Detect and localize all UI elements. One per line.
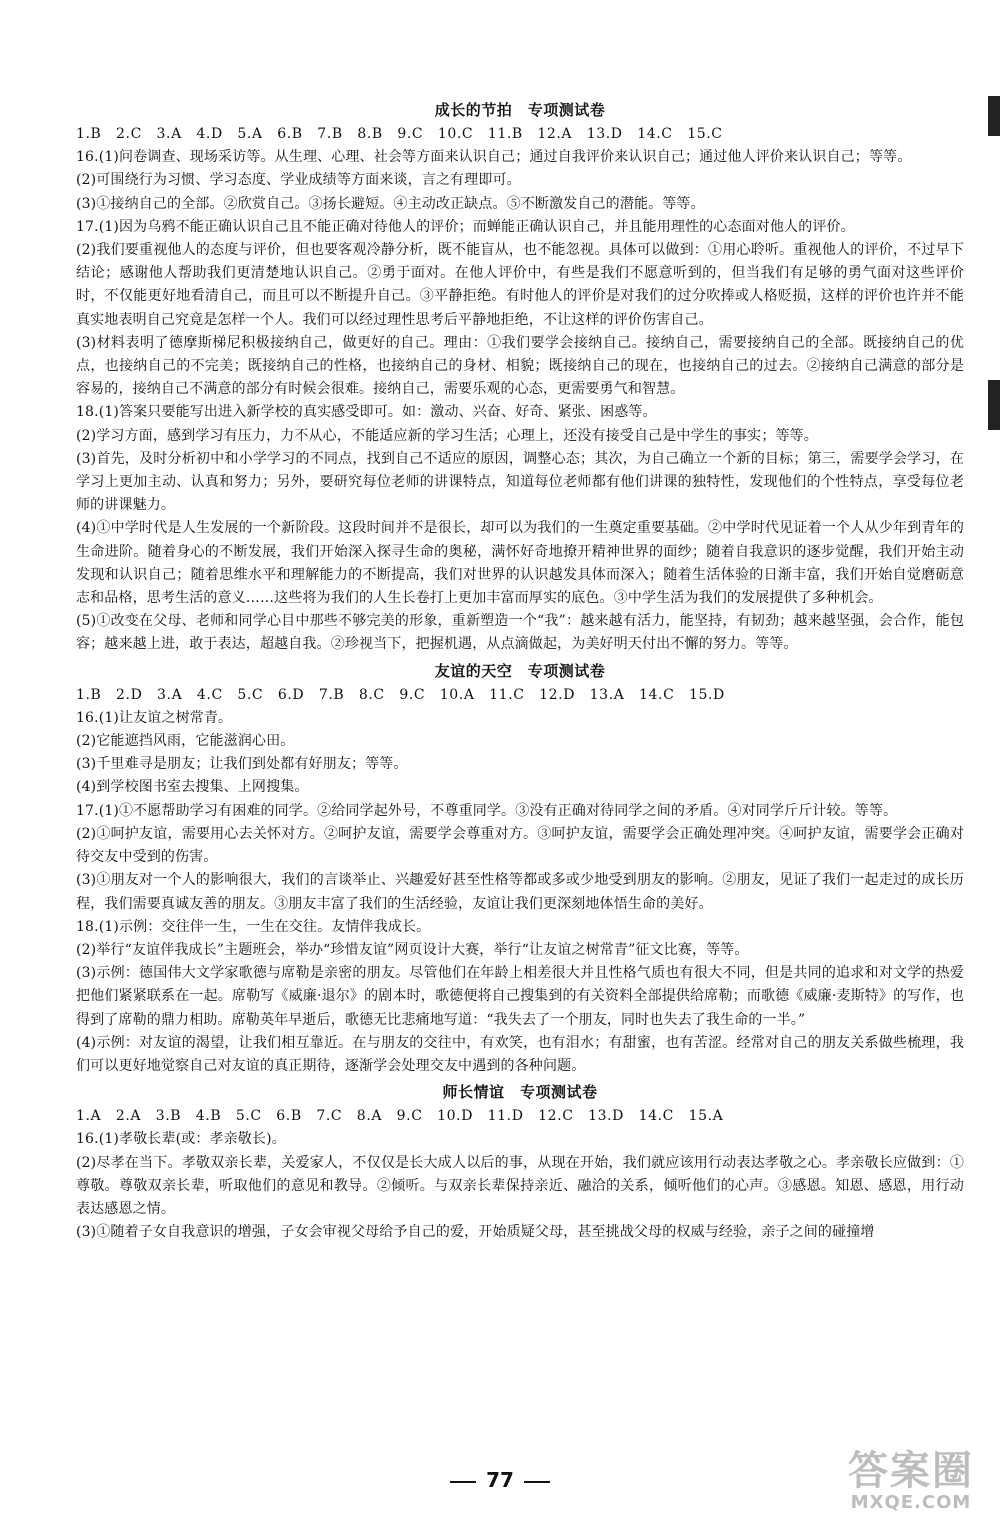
page-number-text: 77 — [486, 1468, 514, 1492]
section-friendship — [76, 659, 964, 1078]
answer-paragraph: 17.(1)①不愿帮助学习有困难的同学。②给同学起外号，不尊重同学。③没有正确对待同学之间的矛盾。④对同学斤斤计较。等等。 — [76, 802, 898, 819]
answer-paragraph: 16.(1)让友谊之树常青。 — [76, 709, 233, 726]
answer-paragraph: (2)它能遮挡风雨，它能滋润心田。 — [76, 733, 295, 750]
answer-paragraph: (4)①中学时代是人生发展的一个新阶段。这段时间并不是很长，却可以为我们的一生奠定重要基础。②中学时代见证着一个人从少年到青年的生命进阶。随着身心的不断发展，我们开始深入探寻生命的奥秘，满怀好奇地撩开精神世界的面纱；随着自我意识的逐步觉醒，我们开始主动发现和认识自己；随着思维水平和理解能力的不断提高，我们对世界的认识越发具体而深入；随着生活体验的日渐丰富，我们开始自觉磨砺意志和品格，思考生活的意义……这些将为我们的人生长卷打上更加丰富而厚实的底色。③中学生活为我们的发展提供了多种机会。 — [76, 520, 964, 607]
section-title: 成长的节拍 专项测试卷 — [434, 101, 606, 119]
answer-paragraph: (3)示例：德国伟大文学家歌德与席勒是亲密的朋友。尽管他们在年龄上相差很大并且性格气质也有很大不同，但是共同的追求和对文学的热爱把他们紧紧联系在一起。席勒写《威廉·退尔》的剧本时，歌德便将自己搜集到的有关资料全部提供给席勒；而歌德《威廉·麦斯特》的写作，也得到了席勒的鼎力相助。席勒英年早逝后，歌德无比悲痛地写道：“我失去了一个朋友，同时也失去了我生命的一半。” — [76, 965, 964, 1028]
page-edge-mark — [988, 380, 1000, 430]
answer-paragraph: (3)千里难寻是朋友；让我们到处都有好朋友；等等。 — [76, 756, 408, 773]
answer-paragraph: (3)材料表明了德摩斯梯尼积极接纳自己，做更好的自己。理由：①我们要学会接纳自己。接纳自己，需要接纳自己的全部。既接纳自己的优点，也接纳自己的不完美；既接纳自己的性格，也接纳自己的身材、相貌；既接纳自己的现在，也接纳自己的过去。②接纳自己满意的部分是容易的，接纳自己不满意的部分有时候会很难。接纳自己，需要乐观的心态，更需要勇气和智慧。 — [76, 334, 964, 398]
watermark-url: MXQE.COM — [850, 1492, 972, 1513]
answer-paragraph: (2)①呵护友谊，需要用心去关怀对方。②呵护友谊，需要学会尊重对方。③呵护友谊，需要学会正确处理冲突。④呵护友谊，需要学会正确对待交友中受到的伤害。 — [76, 825, 964, 866]
answer-paragraph: (3)①接纳自己的全部。②欣赏自己。③扬长避短。④主动改正缺点。⑤不断激发自己的潜能。等等。 — [76, 195, 705, 212]
answer-paragraph: (3)首先，及时分析初中和小学学习的不同点，找到自己不适应的原因，调整心态；其次，为自己确立一个新的目标；第三，需要学会学习，在学习上更加主动、认真和努力；另外，要研究每位老师的讲课特点，知道每位老师都有他们讲课的独特性，发现他们的个性特点，享受每位老师的讲课魅力。 — [76, 450, 964, 514]
answer-paragraph: (2)尽孝在当下。孝敬双亲长辈，关爱家人，不仅仅是长大成人以后的事，从现在开始，我们就应该用行动表达孝敬之心。孝亲敬长应做到：①尊敬。尊敬双亲长辈，听取他们的意见和教导。②倾听。与双亲长辈保持亲近、融洽的关系，倾听他们的心声。③感恩。知恩、感恩，用行动表达感恩之情。 — [76, 1154, 964, 1217]
answer-paragraph: (3)①朋友对一个人的影响很大，我们的言谈举止、兴趣爱好甚至性格等都或多或少地受到朋友的影响。②朋友，见证了我们一起走过的成长历程，我们需要真诚友善的朋友。③朋友丰富了我们的生活经验，友谊让我们更深刻地体悟生命的美好。 — [76, 872, 964, 912]
answer-paragraph: 16.(1)孝敬长辈(或：孝亲敬长)。 — [76, 1131, 286, 1148]
answer-paragraph: 16.(1)问卷调查、现场采访等。从生理、心理、社会等方面来认识自己；通过自我评价来认识自己；通过他人评价来认识自己；等等。 — [76, 149, 912, 166]
answer-paragraph: 17.(1)因为乌鸦不能正确认识自己且不能正确对待他人的评价；而蝉能正确认识自己，并且能用理性的心态面对他人的评价。 — [76, 218, 855, 235]
answer-paragraph: (4)到学校图书室去搜集、上网搜集。 — [76, 779, 309, 796]
section-growth — [76, 98, 964, 657]
answer-paragraph: (5)①改变在父母、老师和同学心目中那些不够完美的形象，重新塑造一个“我”：越来越有活力，能坚持，有韧劲；越来越坚强，会合作，能包容；越来越上进，敢于表达，超越自我。②珍视当下，把握机遇，从点滴做起，为美好明天付出不懈的努力。等等。 — [76, 613, 964, 653]
answer-paragraph: (2)可围绕行为习惯、学习态度、学业成绩等方面来谈，言之有理即可。 — [76, 172, 521, 189]
answer-paragraph: (4)示例：对友谊的渴望，让我们相互靠近。在与朋友的交往中，有欢笑，也有泪水；有甜蜜，也有苦涩。经常对自己的朋友关系做些梳理，我们可以更好地觉察自己对友谊的真正期待，逐渐学会处理交友中遇到的各种问题。 — [76, 1034, 964, 1074]
page-number-dash — [450, 1481, 476, 1483]
answer-paragraph: (2)举行“友谊伴我成长”主题班会，举办“珍惜友谊”网页设计大赛，举行“让友谊之树常青”征文比赛，等等。 — [76, 941, 749, 958]
answer-paragraph: 18.(1)答案只要能写出进入新学校的真实感受即可。如：激动、兴奋、好奇、紧张、困惑等。 — [76, 404, 657, 421]
site-watermark — [836, 1449, 986, 1519]
section-title: 友谊的天空 专项测试卷 — [434, 661, 606, 680]
section-teachers — [76, 1080, 964, 1244]
answer-paragraph: (2)我们要重视他人的态度与评价，但也要客观冷静分析，既不能盲从，也不能忽视。具体可以做到：①用心聆听。重视他人的评价，不过早下结论；感谢他人帮助我们更清楚地认识自己。②勇于面对。在他人评价中，有些是我们不愿意听到的，但当我们有足够的勇气面对这些评价时，不仅能更好地看清自己，而且可以不断提升自己。③平静拒绝。有时他人的评价是对我们的过分吹捧或人格贬损，这样的评价也许并不能真实地表明自己究竟是怎样一个人。我们可以经过理性思考后平静地拒绝，不让这样的评价伤害自己。 — [76, 242, 964, 328]
page-edge-mark — [988, 96, 1000, 136]
answer-paragraph: 18.(1)示例：交往伴一生，一生在交往。友情伴我成长。 — [76, 918, 431, 935]
choice-answers: 1.B 2.C 3.A 4.D 5.A 6.B 7.B 8.B 9.C 10.C 11.B 12.A 13.D 14.C 15.C — [76, 126, 723, 142]
section-title: 师长情谊 专项测试卷 — [442, 1083, 598, 1102]
answer-paragraph: (3)①随着子女自我意识的增强，子女会审视父母给予自己的爱，开始质疑父母，甚至挑战父母的权威与经验，亲子之间的碰撞增 — [76, 1224, 875, 1241]
answer-page — [76, 96, 964, 1244]
watermark-logo-text: 答案圈 — [848, 1448, 974, 1494]
choice-answers: 1.B 2.D 3.A 4.C 5.C 6.D 7.B 8.C 9.C 10.A 11.C 12.D 13.A 14.C 15.D — [76, 686, 725, 703]
answer-paragraph: (2)学习方面，感到学习有压力，力不从心，不能适应新的学习生活；心理上，还没有接受自己是中学生的事实；等等。 — [76, 427, 818, 444]
page-number-dash — [524, 1481, 550, 1483]
choice-answers: 1.A 2.A 3.B 4.B 5.C 6.B 7.C 8.A 9.C 10.D 11.D 12.C 13.D 14.C 15.A — [76, 1108, 724, 1125]
